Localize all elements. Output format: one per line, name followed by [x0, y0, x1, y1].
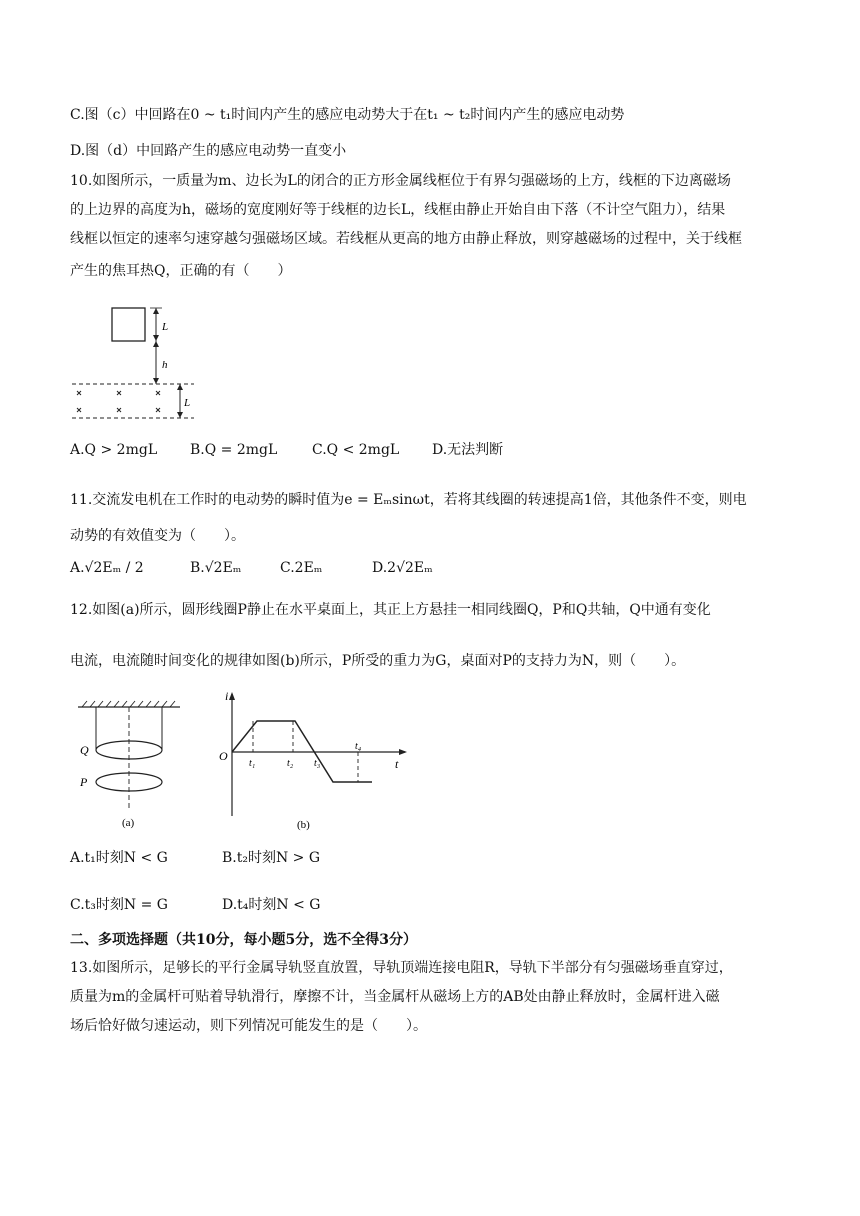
q11-stem-line-2: 动势的有效值变为（ ）。: [70, 528, 245, 544]
q13-stem-line-2: 质量为m的金属杆可贴着导轨滑行，摩擦不计，当金属杆从磁场上方的AB处由静止释放时，金属杆进入磁: [70, 989, 720, 1005]
q13-stem-line-1: 13.如图所示，足够长的平行金属导轨竖直放置，导轨顶端连接电阻R，导轨下半部分有匀强磁场垂直穿过，: [70, 960, 733, 976]
q11-option-c: C.2Eₘ: [280, 560, 323, 576]
t4-label: t₄: [355, 741, 362, 752]
q9-option-d: D.图（d）中回路产生的感应电动势一直变小: [70, 143, 347, 159]
q11-option-b: B.√2Eₘ: [190, 560, 242, 576]
q10-option-d: D.无法判断: [432, 442, 504, 458]
q12-stem-line-1: 12.如图(a)所示，圆形线圈P静止在水平桌面上，其正上方悬挂一相同线圈Q，P和Q共轴，Q中通有变化: [70, 602, 711, 618]
q12-figure-b-current-graph: [215, 688, 415, 833]
q12-option-d: D.t₄时刻N < G: [222, 897, 321, 913]
q10-stem-line-3: 线框以恒定的速率匀速穿越匀强磁场区域。若线框从更高的地方由静止释放，则穿越磁场的过程中，关于线框: [70, 231, 742, 247]
q10-stem-line-1: 10.如图所示，一质量为m、边长为L的闭合的正方形金属线框位于有界匀强磁场的上方，线框的下边离磁场: [70, 173, 731, 189]
q10-figure-frame-above-field: [70, 300, 200, 425]
q12-option-a: A.t₁时刻N < G: [70, 850, 168, 866]
t2-label: t₂: [287, 758, 294, 769]
figure-a-caption: (a): [122, 817, 135, 829]
q10-option-a: A.Q > 2mgL: [70, 442, 158, 458]
q13-stem-line-3: 场后恰好做匀速运动，则下列情况可能发生的是（ ）。: [70, 1018, 427, 1034]
figure-b-caption: (b): [297, 819, 310, 831]
label-l-frame: L: [162, 321, 169, 333]
q10-stem-line-2: 的上边界的高度为h，磁场的宽度刚好等于线框的边长L，线框由静止开始自由下落（不计空气阻力），结果: [70, 202, 726, 218]
t3-label: t₃: [314, 758, 321, 769]
q9-option-c: C.图（c）中回路在0 ~ t₁时间内产生的感应电动势大于在t₁ ~ t₂时间内产生的感应电动势: [70, 107, 625, 123]
q11-option-d: D.2√2Eₘ: [372, 560, 433, 576]
q10-option-c: C.Q < 2mgL: [312, 442, 400, 458]
q11-stem-line-1: 11.交流发电机在工作时的电动势的瞬时值为e = Eₘsinωt，若将其线圈的转速提高1倍，其他条件不变，则电: [70, 492, 747, 508]
q10-option-b: B.Q = 2mgL: [190, 442, 278, 458]
magnetic-field-crosses: [77, 391, 160, 412]
t-axis-label: t: [395, 757, 399, 771]
origin-label: O: [219, 749, 228, 763]
q11-option-a: A.√2Eₘ / 2: [70, 560, 144, 576]
ceiling-hatch: [82, 701, 175, 707]
q12-option-b: B.t₂时刻N > G: [222, 850, 321, 866]
label-q: Q: [80, 743, 89, 757]
label-p: P: [80, 775, 88, 789]
q10-stem-line-4: 产生的焦耳热Q，正确的有（ ）: [70, 263, 292, 279]
section-2-heading: 二、多项选择题（共10分，每小题5分，选不全得3分）: [70, 932, 417, 948]
label-l-field: L: [184, 397, 191, 409]
q12-stem-line-2: 电流，电流随时间变化的规律如图(b)所示，P所受的重力为G，桌面对P的支持力为N，则（ ）。: [70, 653, 686, 669]
square-frame: [112, 308, 145, 341]
i-axis-label: i: [225, 689, 229, 703]
label-h: h: [162, 359, 168, 371]
t1-label: t₁: [249, 758, 256, 769]
q12-figure-a-coils: [70, 696, 190, 831]
q12-option-c: C.t₃时刻N = G: [70, 897, 168, 913]
